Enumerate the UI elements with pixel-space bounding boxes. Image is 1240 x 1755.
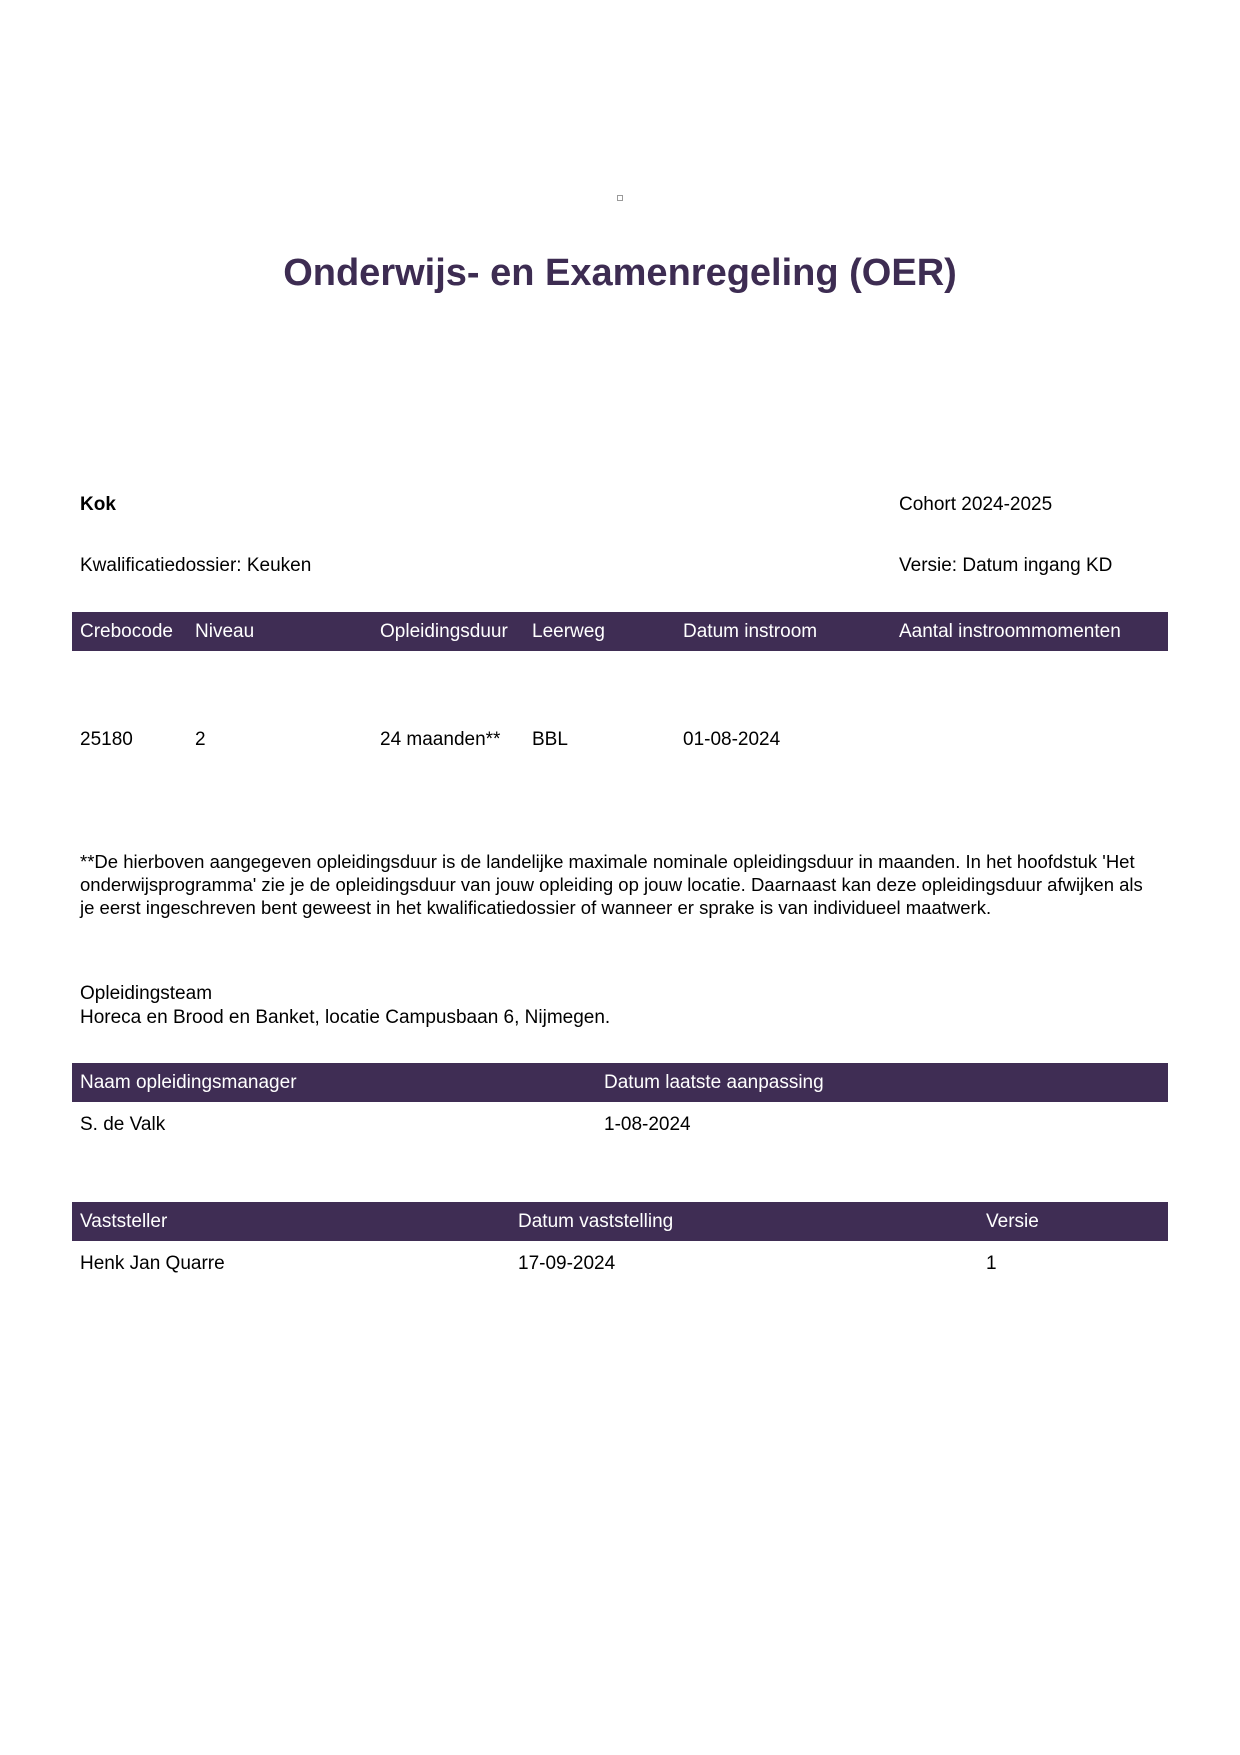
cell-last-modified: 1-08-2024 (604, 1114, 691, 1135)
program-name: Kok (80, 494, 116, 515)
header-niveau: Niveau (195, 621, 255, 642)
cell-niveau: 2 (195, 729, 206, 750)
header-vaststeller: Vaststeller (80, 1211, 168, 1232)
cell-opleidingsduur: 24 maanden** (380, 729, 501, 750)
team-label: Opleidingsteam (80, 983, 213, 1004)
version-label: Versie: Datum ingang KD (899, 555, 1113, 576)
header-versie: Versie (986, 1211, 1039, 1232)
cell-leerweg: BBL (532, 729, 568, 750)
cell-vaststeller: Henk Jan Quarre (80, 1253, 225, 1274)
header-crebocode: Crebocode (80, 621, 173, 642)
manager-table-header (72, 1063, 1168, 1102)
cell-versie: 1 (986, 1253, 997, 1274)
cell-manager-name: S. de Valk (80, 1114, 166, 1135)
header-aantal-instroommomenten: Aantal instroommomenten (899, 621, 1121, 642)
header-datum-laatste-aanpassing: Datum laatste aanpassing (604, 1072, 824, 1093)
header-datum-vaststelling: Datum vaststelling (518, 1211, 674, 1232)
header-opleidingsduur: Opleidingsduur (380, 621, 508, 642)
cell-datum-vaststelling: 17-09-2024 (518, 1253, 616, 1274)
header-leerweg: Leerweg (532, 621, 605, 642)
approval-table-header (72, 1202, 1168, 1241)
header-naam-opleidingsmanager: Naam opleidingsmanager (80, 1072, 297, 1093)
program-table-header (72, 612, 1168, 651)
document-title: Onderwijs- en Examenregeling (OER) (283, 252, 957, 294)
qualification-dossier: Kwalificatiedossier: Keuken (80, 555, 312, 576)
cell-datum-instroom: 01-08-2024 (683, 729, 781, 750)
cell-crebocode: 25180 (80, 729, 133, 750)
cohort-label: Cohort 2024-2025 (899, 494, 1053, 515)
footnote-paragraph: **De hierboven aangegeven opleidingsduur is de landelijke maximale nominale opleidingsduur in maanden. In het hoofdstuk 'Het onderwijsprogramma' zie je de opleidingsduur van jouw opleiding op jouw locatie. Daarnaast kan deze opleidingsduur afwijken als je eerst ingeschreven bent geweest in het kwalificatiedossier of wanneer er sprake is van individueel maatwerk. (80, 851, 1143, 918)
header-datum-instroom: Datum instroom (683, 621, 818, 642)
team-value: Horeca en Brood en Banket, locatie Campusbaan 6, Nijmegen. (80, 1007, 611, 1028)
logo-placeholder-icon (617, 195, 623, 201)
